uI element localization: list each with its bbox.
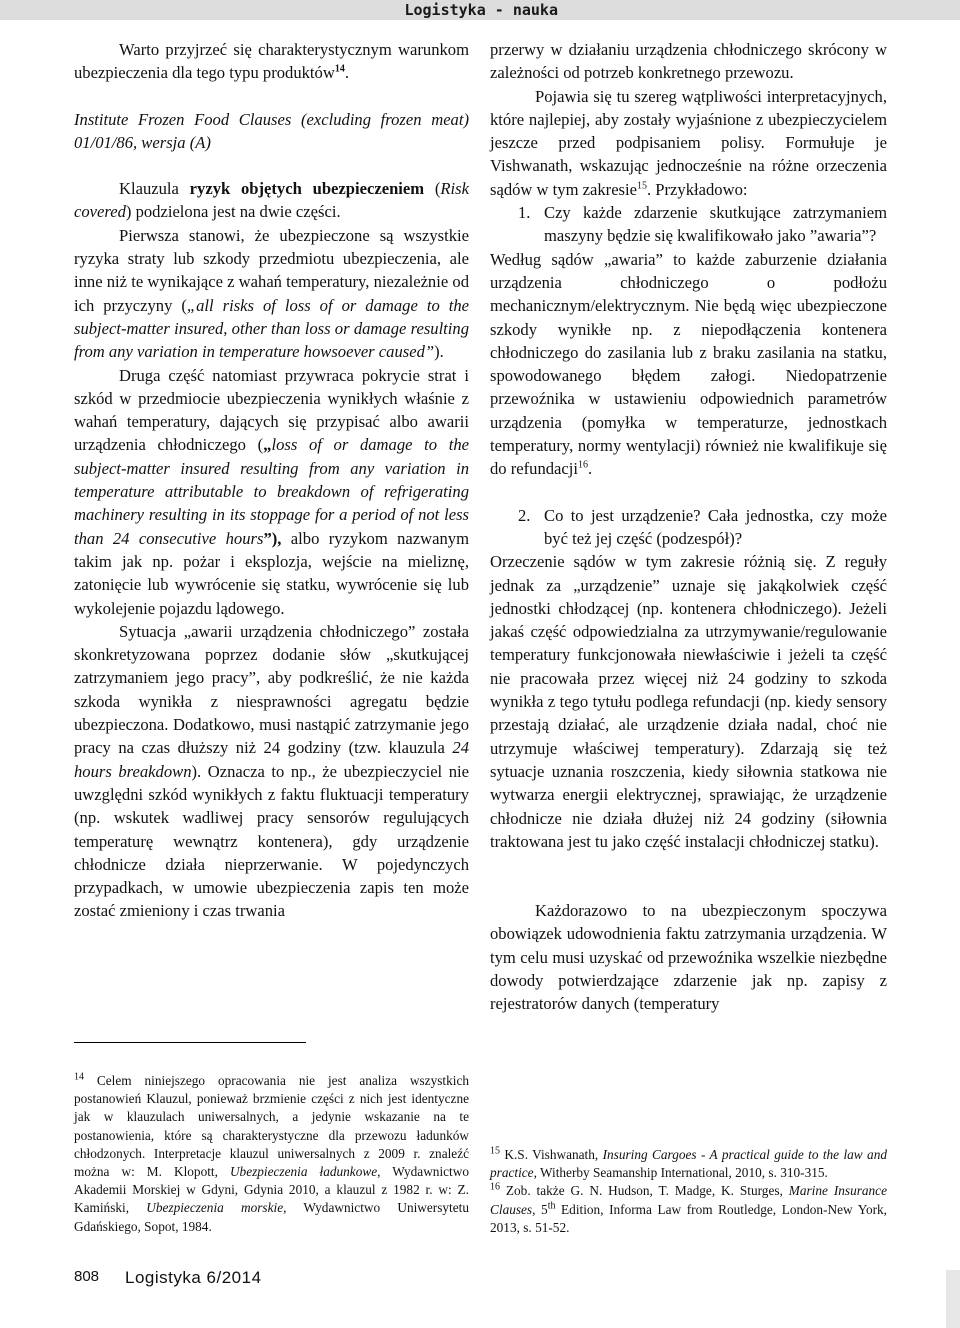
left-column: [74, 38, 469, 923]
section-header-title: Logistyka - nauka: [404, 1, 558, 19]
right-column: [490, 38, 887, 1016]
footnote-15: $^{15}$ K.S. Vishwanath, Insuring Cargoes - A practical guide to the law and practice, Witherby Seamanship International, 2010, s. 310-315.: [490, 1145, 888, 1181]
footnote-ref-14: 14: [334, 63, 345, 75]
paragraph-burden-of-proof: Każdorazowo to na ubezpieczonym spoczywa obowiązek udowodnienia faktu zatrzymania urządzenia. W tym celu musi uzyskać od przewoźnika wszelkie niezbędne dowody potwierdzające zdarzenie jak np. zapisy z rejestratorów danych (temperatury: [490, 901, 887, 1014]
corner-strip: [946, 1270, 960, 1328]
footnotes-right: [490, 1146, 887, 1237]
footnote-separator: [74, 1042, 306, 1043]
page-number: 808: [74, 1268, 100, 1285]
clause-heading: Institute Frozen Food Clauses (excluding frozen meat) 01/01/86, wersja (A): [74, 109, 469, 152]
journal-issue: Logistyka 6/2014: [125, 1268, 262, 1287]
question-1: 1. Czy każde zdarzenie skutkujące zatrzymaniem maszyny będzie się kwalifikowało jako ”awaria”?: [518, 203, 887, 246]
footnote-ref-16: 16: [578, 459, 589, 471]
paragraph-intro: Warto przyjrzeć się charakterystycznym warunkom ubezpieczenia dla tego typu produktów$^{14}$.: [74, 40, 469, 83]
paragraph-risk-covered: Klauzula ryzyk objętych ubezpieczeniem (Risk covered) podzielona jest na dwie części.: [74, 179, 469, 222]
paragraph-breakdown: Sytuacja „awarii urządzenia chłodniczego” została skonkretyzowana poprzez dodanie słów „skutkującej zatrzymaniem jego pracy”, aby podkreślić, że nie każda szkoda wynikła z niesprawności agregatu będzie ubezpieczona. Dodatkowo, musi nastąpić zatrzymanie jego pracy na czas dłuższy niż 24 godziny (tzw. klauzula 24 hours breakdown). Oznacza to np., że ubezpieczyciel nie uwzględni szkód wynikłych z faktu fluktuacji temperatury (np. wskutek wadliwej pracy sensorów regulujących temperaturę wewnątrz kontenera), gdy urządzenie chłodnicze działa nieprzerwanie. W pojedynczych przypadkach, w umowie ubezpieczenia zapis ten może zostać zmieniony i czas trwania: [74, 621, 469, 921]
paragraph-continuation: przerwy w działaniu urządzenia chłodniczego skrócony w zależności od potrzeb konkretnego przewozu.: [490, 40, 887, 83]
paragraph-first-part: Pierwsza stanowi, że ubezpieczone są wszystkie ryzyka straty lub szkody przedmiotu ubezpieczenia, ale inne niż te wynikające z wahań temperatury, niezależnie od ich przyczyny („all risks of loss of or damage to the subject-matter insured, other than loss or damage resulting from any variation in temperature howsoever caused”).: [74, 225, 470, 362]
question-2: 2. Co to jest urządzenie? Cała jednostka, czy może być też jej część (podzespół)?: [518, 505, 887, 548]
footnote-ref-15: 15: [637, 180, 647, 192]
paragraph-device-definition: Orzeczenie sądów w tym zakresie różnią się. Z reguły jednak za „urządzenie” uznaje się jakąkolwiek część jednostki chłodzącej (np. kontenera chłodniczego). Jeżeli jakaś część odpowiedzialna za utrzymywanie/regulowanie temperatury funkcjonowała niewłaściwie i jeżeli ta część nie pracowała przez więcej niż 24 godziny to szkoda wynikła z tego tytułu podlega refundacji (np. kiedy sensory przestają działać, ale urządzenie działa nadal, choć nie utrzymuje właściwej temperatury). Zdarzają się też sytuacje uznania roszczenia, kiedy siłownia statkowa nie wytwarza energii elektrycznej, sprawiając, że urządzenie chłodnicze nie działa dłużej niż 24 godziny (siłownia traktowana jest tu jako część instalacji chłodniczej statku).: [490, 552, 887, 851]
paragraph-courts-failure: Według sądów „awaria” to każde zaburzenie działania urządzenia chłodniczego o podłożu mechanicznym/elektrycznym. Nie będą więc ubezpieczone szkody wynikłe np. z niepodłączenia kontenera chłodniczego do zasilania lub z braku zasilania na statku, spowodowanego błędem załogi. Niedopatrzenie przewoźnika w ustawieniu odpowiednich parametrów urządzenia (pomyłka w temperaturze, jednostkach temperatury, normy wentylacji) również nie kwalifikuje się do refundacji$^{16}$.: [490, 249, 887, 479]
footnote-16: $^{16}$ Zob. także G. N. Hudson, T. Madge, K. Sturges, Marine Insurance Clauses, 5th Edition, Informa Law from Routledge, London-New York, 2013, s. 51-52.: [490, 1181, 888, 1235]
paragraph-doubts: Pojawia się tu szereg wątpliwości interpretacyjnych, które najlepiej, aby zostały wyjaśnione z ubezpieczycielem jeszcze przed podpisaniem polisy. Formułuje je Vishwanath, wskazując jednocześnie na różne orzeczenia sądów w tym zakresie$^{15}$. Przykładowo:: [490, 86, 887, 199]
footnote-14: $^{14}$ Celem niniejszego opracowania nie jest analiza wszystkich postanowień Klauzul, ponieważ brzmienie części z nich jest identyczne jak w klauzulach uniwersalnych, a jedynie wskazanie na te postanowienia, które są charakterystyczne dla przewozu ładunków chłodzonych. Interpretacje klauzul uniwersalnych z 2009 r. znaleźć można w: M. Klopott, Ubezpieczenia ładunkowe, Wydawnictwo Akademii Morskiej w Gdyni, Gdynia 2010, a klauzul z 1982 r. w: Z. Kamiński, Ubezpieczenia morskie, Wydawnictwo Uniwersytetu Gdańskiego, Sopot, 1984.: [74, 1071, 469, 1234]
paragraph-second-part: Druga część natomiast przywraca pokrycie strat i szkód w przedmiocie ubezpieczenia wynikłych właśnie z wahań temperatury, dających się przypisać albo awarii urządzenia chłodniczego („loss of or damage to the subject-matter insured resulting from any variation in temperature attributable to breakdown of refrigerating machinery resulting in its stoppage for a period of not less than 24 consecutive hours”), albo ryzykom nazwanym takim jak np. pożar i eksplozja, wejście na mieliznę, zatonięcie lub wywrócenie się statku, wywrócenie się lub wykolejenie pojazdu lądowego.: [74, 365, 469, 618]
